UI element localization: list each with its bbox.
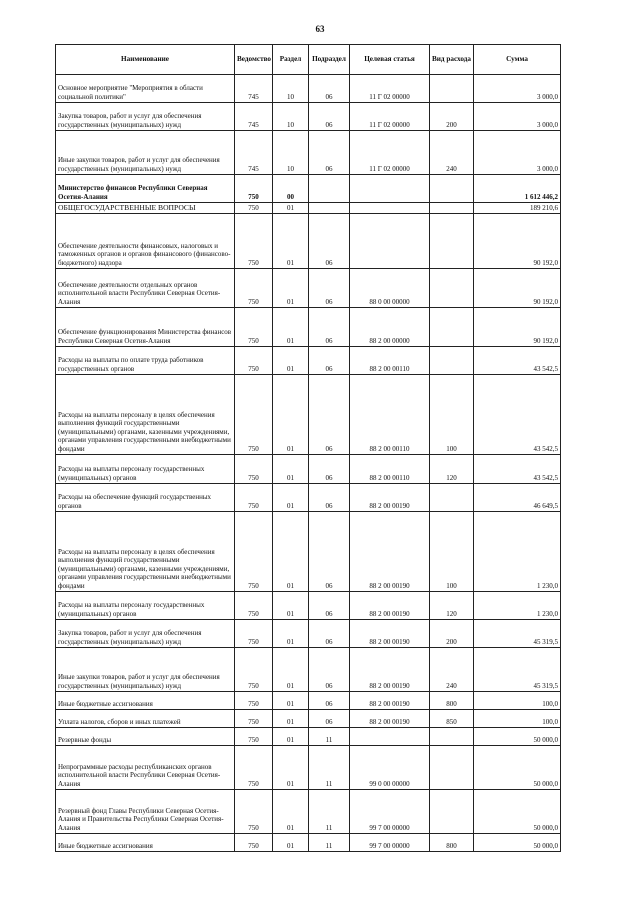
cell-exp-type: 100: [430, 512, 474, 592]
cell-section: 01: [273, 203, 309, 214]
cell-name: Расходы на обеспечение функций государственных органов: [56, 484, 235, 512]
cell-target: [350, 203, 430, 214]
header-subsection: Подраздел: [309, 45, 350, 75]
cell-subsection: [309, 175, 350, 203]
cell-exp-type: [430, 308, 474, 347]
cell-section: 01: [273, 512, 309, 592]
cell-section: 01: [273, 710, 309, 728]
cell-subsection: 06: [309, 455, 350, 484]
cell-exp-type: 100: [430, 375, 474, 455]
cell-sum: 43 542,5: [474, 347, 561, 375]
cell-section: 01: [273, 484, 309, 512]
cell-name: Расходы на выплаты персоналу государственных (муниципальных) органов: [56, 455, 235, 484]
cell-exp-type: [430, 175, 474, 203]
page-number: 63: [315, 24, 325, 34]
cell-sum: 189 210,6: [474, 203, 561, 214]
cell-subsection: 06: [309, 347, 350, 375]
cell-target: 11 Г 02 00000: [350, 103, 430, 131]
table-row: [56, 131, 561, 175]
cell-subsection: 06: [309, 375, 350, 455]
cell-dept: 745: [235, 103, 273, 131]
cell-section: 01: [273, 455, 309, 484]
cell-name: Иные бюджетные ассигнования: [56, 692, 235, 710]
table-header-row: [56, 45, 561, 75]
cell-section: 01: [273, 592, 309, 620]
cell-dept: 750: [235, 308, 273, 347]
cell-dept: 750: [235, 592, 273, 620]
table-row: [56, 455, 561, 484]
cell-exp-type: 200: [430, 103, 474, 131]
table-row: [56, 746, 561, 790]
cell-exp-type: [430, 347, 474, 375]
cell-name: Резервные фонды: [56, 728, 235, 746]
cell-sum: 45 319,5: [474, 620, 561, 648]
cell-exp-type: 120: [430, 592, 474, 620]
cell-sum: 45 319,5: [474, 648, 561, 692]
cell-target: [350, 728, 430, 746]
cell-sum: 1 230,0: [474, 592, 561, 620]
cell-subsection: 06: [309, 592, 350, 620]
cell-exp-type: 200: [430, 620, 474, 648]
cell-sum: 50 000,0: [474, 728, 561, 746]
cell-target: [350, 175, 430, 203]
cell-sum: 50 000,0: [474, 834, 561, 852]
table-row: [56, 512, 561, 592]
header-name: Наименование: [56, 45, 235, 75]
cell-section: 10: [273, 131, 309, 175]
cell-exp-type: 850: [430, 710, 474, 728]
cell-sum: 43 542,5: [474, 455, 561, 484]
cell-target: 88 2 00 00000: [350, 308, 430, 347]
table-row: [56, 347, 561, 375]
cell-dept: 750: [235, 710, 273, 728]
cell-sum: 90 192,0: [474, 308, 561, 347]
table-row: [56, 484, 561, 512]
cell-subsection: 06: [309, 692, 350, 710]
cell-dept: 745: [235, 75, 273, 103]
cell-dept: 750: [235, 214, 273, 269]
cell-subsection: 06: [309, 484, 350, 512]
table-row: [56, 214, 561, 269]
cell-sum: 1 612 446,2: [474, 175, 561, 203]
cell-subsection: 06: [309, 308, 350, 347]
cell-sum: 1 230,0: [474, 512, 561, 592]
cell-sum: 3 000,0: [474, 75, 561, 103]
cell-dept: 750: [235, 620, 273, 648]
cell-subsection: [309, 203, 350, 214]
cell-subsection: 06: [309, 710, 350, 728]
table-row: [56, 175, 561, 203]
table-row: [56, 269, 561, 308]
cell-sum: 50 000,0: [474, 746, 561, 790]
cell-dept: 750: [235, 455, 273, 484]
cell-section: 01: [273, 620, 309, 648]
table-row: [56, 75, 561, 103]
cell-exp-type: 800: [430, 834, 474, 852]
cell-dept: 750: [235, 834, 273, 852]
cell-name: Закупка товаров, работ и услуг для обеспечения государственных (муниципальных) нужд: [56, 103, 235, 131]
cell-section: 00: [273, 175, 309, 203]
cell-target: 88 2 00 00110: [350, 375, 430, 455]
cell-target: 88 2 00 00190: [350, 692, 430, 710]
cell-sum: 46 649,5: [474, 484, 561, 512]
table-row: [56, 308, 561, 347]
cell-section: 01: [273, 728, 309, 746]
cell-target: 88 2 00 00190: [350, 648, 430, 692]
cell-exp-type: [430, 746, 474, 790]
cell-dept: 750: [235, 203, 273, 214]
header-dept: Ведомство: [235, 45, 273, 75]
cell-target: 88 0 00 00000: [350, 269, 430, 308]
cell-subsection: 06: [309, 269, 350, 308]
cell-dept: 750: [235, 347, 273, 375]
cell-target: [350, 214, 430, 269]
table-row: [56, 103, 561, 131]
cell-section: 01: [273, 214, 309, 269]
cell-name: Иные закупки товаров, работ и услуг для обеспечения государственных (муниципальных) нужд: [56, 648, 235, 692]
cell-name: Иные закупки товаров, работ и услуг для обеспечения государственных (муниципальных) нужд: [56, 131, 235, 175]
cell-dept: 750: [235, 512, 273, 592]
budget-table: [55, 44, 561, 852]
cell-subsection: 06: [309, 75, 350, 103]
cell-subsection: 06: [309, 131, 350, 175]
table-row: [56, 592, 561, 620]
cell-target: 11 Г 02 00000: [350, 75, 430, 103]
cell-target: 88 2 00 00190: [350, 620, 430, 648]
table-row: [56, 728, 561, 746]
cell-subsection: 11: [309, 790, 350, 834]
cell-exp-type: [430, 728, 474, 746]
cell-dept: 750: [235, 790, 273, 834]
header-section: Раздел: [273, 45, 309, 75]
cell-name: Расходы на выплаты персоналу государственных (муниципальных) органов: [56, 592, 235, 620]
cell-dept: 750: [235, 746, 273, 790]
cell-sum: 3 000,0: [474, 131, 561, 175]
cell-dept: 750: [235, 484, 273, 512]
cell-exp-type: [430, 214, 474, 269]
cell-dept: 750: [235, 375, 273, 455]
cell-exp-type: [430, 269, 474, 308]
cell-exp-type: [430, 790, 474, 834]
cell-dept: 750: [235, 728, 273, 746]
cell-name: Расходы на выплаты персоналу в целях обеспечения выполнения функций государственными (муниципальными) органами, казенными учреждениями, органами управления государственными внебюджетными фондами: [56, 375, 235, 455]
cell-name: Закупка товаров, работ и услуг для обеспечения государственных (муниципальных) нужд: [56, 620, 235, 648]
cell-subsection: 11: [309, 746, 350, 790]
cell-exp-type: [430, 75, 474, 103]
cell-section: 01: [273, 347, 309, 375]
table-row: [56, 203, 561, 214]
cell-subsection: 11: [309, 728, 350, 746]
cell-target: 88 2 00 00190: [350, 710, 430, 728]
cell-name: Министерство финансов Республики Северная Осетия-Алания: [56, 175, 235, 203]
cell-name: Иные бюджетные ассигнования: [56, 834, 235, 852]
table-row: [56, 375, 561, 455]
header-sum: Сумма: [474, 45, 561, 75]
cell-name: Обеспечение деятельности финансовых, налоговых и таможенных органов и органов финансового (финансово-бюджетного) надзора: [56, 214, 235, 269]
cell-section: 01: [273, 834, 309, 852]
cell-target: 88 2 00 00190: [350, 512, 430, 592]
cell-section: 01: [273, 648, 309, 692]
cell-sum: 43 542,5: [474, 375, 561, 455]
cell-subsection: 06: [309, 512, 350, 592]
cell-dept: 750: [235, 648, 273, 692]
cell-sum: 90 192,0: [474, 214, 561, 269]
cell-section: 01: [273, 746, 309, 790]
cell-name: ОБЩЕГОСУДАРСТВЕННЫЕ ВОПРОСЫ: [56, 203, 235, 214]
cell-sum: 100,0: [474, 710, 561, 728]
cell-name: Непрограммные расходы республиканских органов исполнительной власти Республики Северная Осетия-Алания: [56, 746, 235, 790]
cell-exp-type: [430, 203, 474, 214]
cell-name: Обеспечение функционирования Министерства финансов Республики Северная Осетия-Алания: [56, 308, 235, 347]
cell-exp-type: 120: [430, 455, 474, 484]
cell-name: Расходы на выплаты по оплате труда работников государственных органов: [56, 347, 235, 375]
table-row: [56, 648, 561, 692]
cell-subsection: 06: [309, 620, 350, 648]
cell-dept: 750: [235, 692, 273, 710]
cell-section: 01: [273, 375, 309, 455]
cell-exp-type: [430, 484, 474, 512]
cell-target: 88 2 00 00110: [350, 455, 430, 484]
cell-name: Уплата налогов, сборов и иных платежей: [56, 710, 235, 728]
cell-sum: 50 000,0: [474, 790, 561, 834]
cell-target: 99 7 00 00000: [350, 790, 430, 834]
cell-name: Резервный фонд Главы Республики Северная Осетия-Алания и Правительства Республики Северная Осетия-Алания: [56, 790, 235, 834]
cell-subsection: 06: [309, 103, 350, 131]
cell-section: 10: [273, 103, 309, 131]
cell-target: 11 Г 02 00000: [350, 131, 430, 175]
cell-sum: 3 000,0: [474, 103, 561, 131]
table-row: [56, 620, 561, 648]
cell-name: Основное мероприятие "Мероприятия в области социальной политики": [56, 75, 235, 103]
cell-subsection: 06: [309, 648, 350, 692]
header-target: Целевая статья: [350, 45, 430, 75]
table-row: [56, 692, 561, 710]
cell-dept: 750: [235, 269, 273, 308]
cell-subsection: 11: [309, 834, 350, 852]
cell-exp-type: 240: [430, 131, 474, 175]
cell-sum: 100,0: [474, 692, 561, 710]
cell-exp-type: 800: [430, 692, 474, 710]
table-row: [56, 834, 561, 852]
cell-name: Расходы на выплаты персоналу в целях обеспечения выполнения функций государственными (муниципальными) органами, казенными учреждениями, органами управления государственными внебюджетными фондами: [56, 512, 235, 592]
table-row: [56, 790, 561, 834]
cell-target: 88 2 00 00190: [350, 484, 430, 512]
cell-target: 88 2 00 00190: [350, 592, 430, 620]
table-row: [56, 710, 561, 728]
cell-subsection: 06: [309, 214, 350, 269]
cell-target: 99 7 00 00000: [350, 834, 430, 852]
cell-dept: 745: [235, 131, 273, 175]
cell-dept: 750: [235, 175, 273, 203]
cell-exp-type: 240: [430, 648, 474, 692]
cell-section: 01: [273, 692, 309, 710]
cell-target: 88 2 00 00110: [350, 347, 430, 375]
cell-section: 01: [273, 308, 309, 347]
cell-section: 01: [273, 269, 309, 308]
cell-sum: 90 192,0: [474, 269, 561, 308]
cell-name: Обеспечение деятельности отдельных органов исполнительной власти Республики Северная Осетия-Алания: [56, 269, 235, 308]
header-exp-type: Вид расхода: [430, 45, 474, 75]
cell-section: 10: [273, 75, 309, 103]
cell-section: 01: [273, 790, 309, 834]
cell-target: 99 0 00 00000: [350, 746, 430, 790]
